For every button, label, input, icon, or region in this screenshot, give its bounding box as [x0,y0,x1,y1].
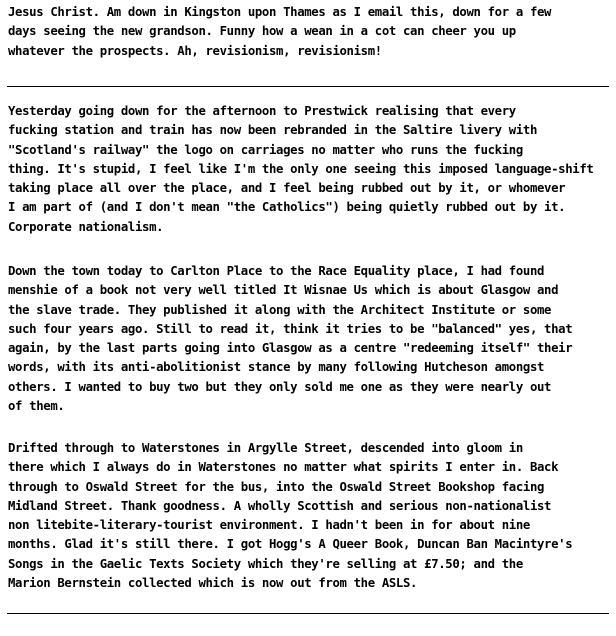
text-line: non litebite-literary-tourist environment. I hadn't been in for about nine [8,518,530,533]
section-divider [7,86,609,87]
text-line: Yesterday going down for the afternoon to Prestwick realising that every [8,104,516,118]
text-line: months. Glad it's still there. I got Hogg's A Queer Book, Duncan Ban Macintyre's [8,537,573,552]
text-line: Midland Street. Thank goodness. A wholly Scottish and serious non-nationalist [8,498,552,513]
text-line: Jesus Christ. Am down in Kingston upon Thames as I email this, down for a few [8,5,552,19]
text-line: such four years ago. Still to read it, think it tries to be "balanced" yes, that [8,321,573,336]
paragraph-waterstones [8,439,572,593]
text-line: of them. [8,399,65,414]
paragraph-carlton-place [8,262,572,416]
paragraph-prestwick [8,102,593,237]
text-line: Corporate nationalism. [8,219,164,234]
text-line: the slave trade. They published it along with the Architect Institute or some [8,302,552,317]
text-line: again, by the last parts going into Glasgow as a centre "redeeming itself" their [8,341,573,356]
text-line: Marion Bernstein collected which is now out from the ASLS. [8,576,418,591]
text-line: words, with its anti-abolitionist stance by many following Hutcheson amongst [8,360,545,375]
text-line: thing. It's stupid, I feel like I'm the only one seeing this imposed language-shift [8,161,594,176]
paragraph-kingston [8,3,551,61]
text-line: through to Oswald Street for the bus, into the Oswald Street Bookshop facing [8,479,545,494]
text-line: there which I always do in Waterstones no matter what spirits I enter in. Back [8,460,559,475]
text-line: whatever the prospects. Ah, revisionism, revisionism! [8,43,382,58]
text-line: days seeing the new grandson. Funny how a wean in a cot can cheer you up [8,24,516,39]
text-line: I am part of (and I don't mean "the Catholics") being quietly rubbed out by it. [8,200,566,215]
section-divider [7,613,609,614]
text-line: Down the town today to Carlton Place to the Race Equality place, I had found [8,264,545,278]
text-line: taking place all over the place, and I feel being rubbed out by it, or whomever [8,181,566,196]
text-line: others. I wanted to buy two but they only sold me one as they were nearly out [8,379,552,394]
text-line: menshie of a book not very well titled It Wisnae Us which is about Glasgow and [8,283,559,298]
text-line: fucking station and train has now been rebranded in the Saltire livery with [8,123,538,138]
text-line: Drifted through to Waterstones in Argylle Street, descended into gloom in [8,441,523,455]
text-line: "Scotland's railway" the logo on carriages no matter who runs the fucking [8,142,523,157]
text-line: Songs in the Gaelic Texts Society which they're selling at £7.50; and the [8,556,523,571]
